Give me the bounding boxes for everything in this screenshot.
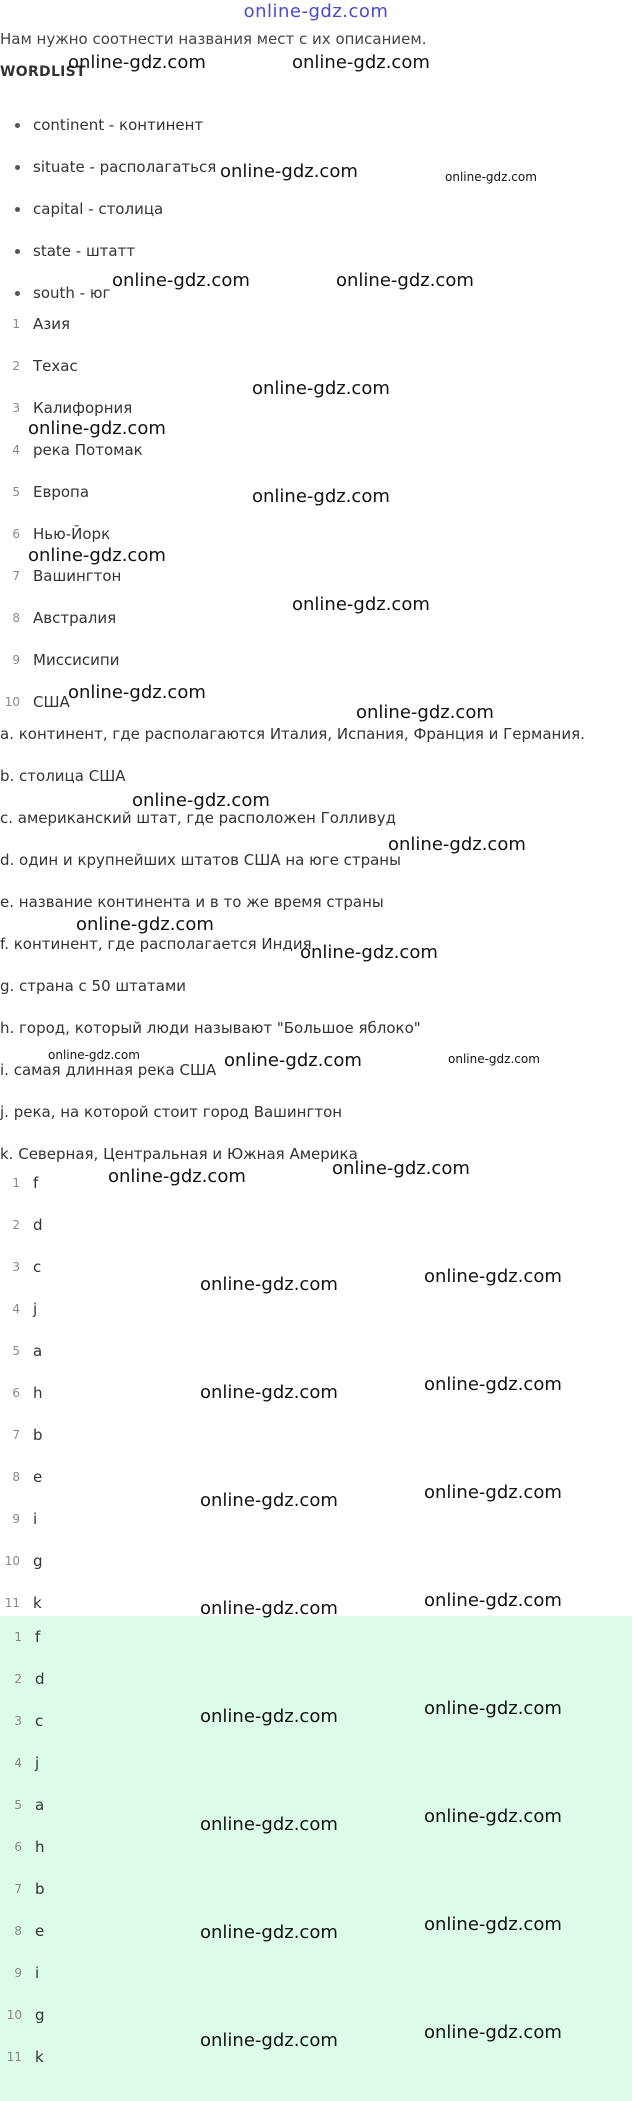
answer-letter: i [35,1964,40,1982]
item-text: Нью-Йорк [33,525,111,543]
watermark: online-gdz.com [220,161,358,182]
description-item: d. один и крупнейших штатов США на юге страны [0,851,401,869]
watermark: online-gdz.com [424,1266,562,1287]
list-item [0,345,632,387]
wordlist-item-text: situate - располагаться [33,158,217,176]
watermark: online-gdz.com [448,1052,540,1066]
watermark: online-gdz.com [200,1490,338,1511]
item-number: 11 [6,2050,22,2064]
wordlist-item-text: state - штатт [33,242,136,260]
answer-item [0,1288,632,1330]
list-item [0,387,632,429]
answer-item [0,1784,632,1826]
answer-item [0,1658,632,1700]
item-number: 7 [12,1428,20,1442]
description-item: b. столица США [0,767,126,785]
item-number: 9 [14,1966,22,1980]
watermark: online-gdz.com [48,1048,140,1062]
bullet-icon [15,165,20,170]
answer-letter: j [35,1754,40,1772]
watermark: online-gdz.com [336,270,474,291]
answer-item [0,1414,632,1456]
bullet-icon [15,249,20,254]
description-item: h. город, который люди называют "Большое яблоко" [0,1019,421,1037]
watermark: online-gdz.com [28,418,166,439]
watermark: online-gdz.com [424,1698,562,1719]
watermark: online-gdz.com [356,702,494,723]
watermark: online-gdz.com [132,790,270,811]
list-item [0,471,632,513]
item-number: 4 [12,443,20,457]
item-text: США [33,693,70,711]
watermark: online-gdz.com [224,1050,362,1071]
watermark: online-gdz.com [112,270,250,291]
bullet-icon [15,123,20,128]
description-item: g. страна с 50 штатами [0,977,187,995]
item-number: 6 [14,1840,22,1854]
answer-item [0,1456,632,1498]
watermark: online-gdz.com [200,1598,338,1619]
bullet-icon [15,291,20,296]
answers-list [0,1162,632,1624]
item-text: Австралия [33,609,117,627]
item-number: 5 [12,485,20,499]
intro-text: Нам нужно соотнести названия мест с их описанием. [0,30,427,48]
wordlist [0,104,600,314]
item-number: 9 [12,1512,20,1526]
item-number: 7 [12,569,20,583]
answer-item [0,1162,632,1204]
answer-item [0,1742,632,1784]
answer-letter: i [33,1510,38,1528]
answer-letter: h [35,1838,45,1856]
item-number: 2 [12,1218,20,1232]
watermark: online-gdz.com [424,1914,562,1935]
watermark: online-gdz.com [252,486,390,507]
answer-letter: k [33,1594,42,1612]
answer-letter: a [35,1796,45,1814]
answer-letter: g [33,1552,43,1570]
watermark: online-gdz.com [424,1806,562,1827]
item-number: 1 [14,1630,22,1644]
item-text: Европа [33,483,90,501]
answer-letter: c [33,1258,42,1276]
wordlist-title: WORDLIST [0,64,86,80]
answer-item [0,1540,632,1582]
answer-letter: e [35,1922,45,1940]
answer-letter: f [35,1628,41,1646]
item-number: 10 [4,1554,20,1568]
item-number: 2 [12,359,20,373]
item-number: 4 [14,1756,22,1770]
watermark: online-gdz.com [108,1166,246,1187]
answer-letter: f [33,1174,39,1192]
list-item [0,303,632,345]
list-item [0,555,632,597]
wordlist-item [0,146,600,188]
answer-letter: e [33,1468,43,1486]
list-item [0,513,632,555]
item-text: Азия [33,315,71,333]
watermark: online-gdz.com [252,378,390,399]
item-number: 6 [12,1386,20,1400]
item-number: 3 [12,401,20,415]
answer-item [0,1330,632,1372]
answer-letter: a [33,1342,43,1360]
answer-item [0,1910,632,1952]
watermark: online-gdz.com [28,545,166,566]
item-text: Вашингтон [33,567,122,585]
answer-letter: d [33,1216,43,1234]
wordlist-item-text: south - юг [33,284,111,302]
watermark: online-gdz.com [200,2030,338,2051]
answer-letter: h [33,1384,43,1402]
item-text: Калифорния [33,399,133,417]
answer-letter: c [35,1712,44,1730]
wordlist-item [0,230,600,272]
answer-item [0,1498,632,1540]
wordlist-item [0,104,600,146]
item-number: 1 [12,1176,20,1190]
watermark: online-gdz.com [292,52,430,73]
wordlist-item-text: capital - столица [33,200,164,218]
item-number: 6 [12,527,20,541]
answer-item [0,1616,632,1658]
item-number: 7 [14,1882,22,1896]
watermark: online-gdz.com [200,1274,338,1295]
list-item [0,639,632,681]
item-number: 8 [14,1924,22,1938]
answer-item [0,1868,632,1910]
answer-item [0,1700,632,1742]
item-number: 5 [12,1344,20,1358]
watermark: online-gdz.com [292,594,430,615]
watermark: online-gdz.com [388,834,526,855]
list-item [0,429,632,471]
item-number: 3 [14,1714,22,1728]
answer-item [0,1826,632,1868]
answer-letter: g [35,2006,45,2024]
watermark: online-gdz.com [332,1158,470,1179]
item-number: 3 [12,1260,20,1274]
answer-item [0,1994,632,2036]
description-item: e. название континента и в то же время страны [0,893,384,911]
watermark: online-gdz.com [200,1382,338,1403]
highlighted-answers-list [0,1616,632,2078]
watermark: online-gdz.com [424,1482,562,1503]
description-item: f. континент, где располагается Индия [0,935,312,953]
list-item [0,597,632,639]
wordlist-item-text: continent - континент [33,116,204,134]
item-number: 10 [4,695,20,709]
site-logo[interactable]: online-gdz.com [243,1,389,22]
description-item: k. Северная, Центральная и Южная Америка [0,1145,358,1163]
watermark: online-gdz.com [68,52,206,73]
watermark: online-gdz.com [200,1706,338,1727]
description-item: c. американский штат, где расположен Голливуд [0,809,396,827]
wordlist-item [0,188,600,230]
item-number: 11 [4,1596,20,1610]
description-item: j. река, на которой стоит город Вашингтон [0,1103,343,1121]
answer-letter: k [35,2048,44,2066]
item-number: 8 [12,611,20,625]
item-number: 8 [12,1470,20,1484]
watermark: online-gdz.com [300,942,438,963]
item-text: Миссисипи [33,651,120,669]
watermark: online-gdz.com [68,682,206,703]
places-list [0,303,632,723]
answer-letter: j [33,1300,38,1318]
item-number: 2 [14,1672,22,1686]
bullet-icon [15,207,20,212]
answer-item [0,1204,632,1246]
item-number: 10 [6,2008,22,2022]
item-number: 4 [12,1302,20,1316]
watermark: online-gdz.com [424,2022,562,2043]
answer-item [0,1246,632,1288]
descriptions-list [0,713,632,1175]
item-text: Техас [33,357,78,375]
description-item: i. самая длинная река США [0,1061,217,1079]
description-item: a. континент, где располагаются Италия, Испания, Франция и Германия. [0,725,585,743]
item-number: 9 [12,653,20,667]
answer-letter: d [35,1670,45,1688]
answer-item [0,1952,632,1994]
watermark: online-gdz.com [76,914,214,935]
item-text: река Потомак [33,441,143,459]
item-number: 1 [12,317,20,331]
answer-item [0,2036,632,2078]
answer-item [0,1372,632,1414]
answer-letter: b [35,1880,45,1898]
watermark: online-gdz.com [424,1374,562,1395]
answer-letter: b [33,1426,43,1444]
watermark: online-gdz.com [200,1922,338,1943]
watermark: online-gdz.com [200,1814,338,1835]
item-number: 5 [14,1798,22,1812]
watermark: online-gdz.com [445,170,537,184]
watermark: online-gdz.com [424,1590,562,1611]
